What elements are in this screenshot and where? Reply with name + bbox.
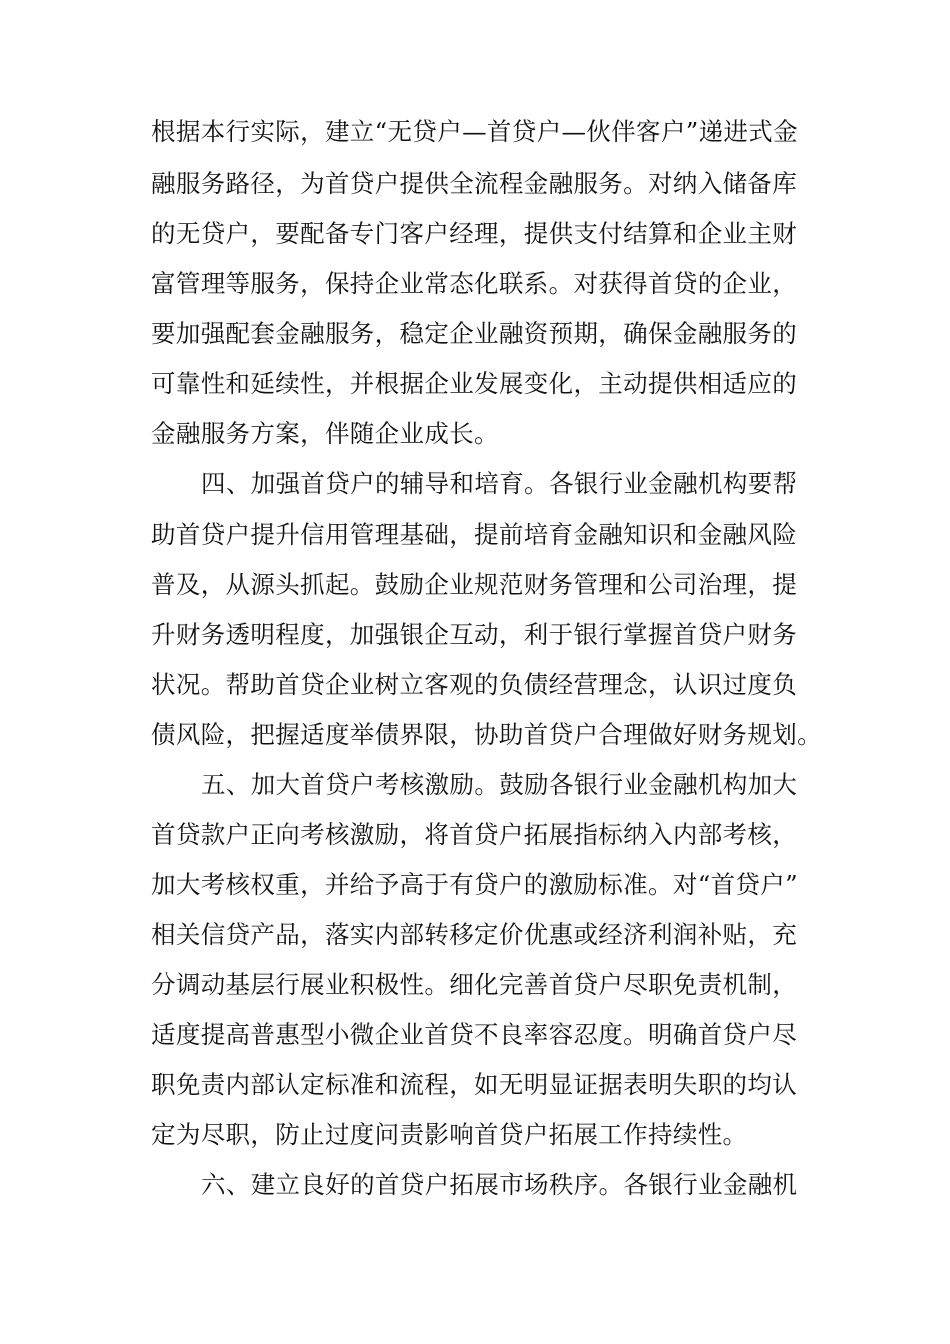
text-line: 适度提高普惠型小微企业首贷不良率容忍度。明确首贷户尽 — [151, 1020, 798, 1049]
text-line: 状况。帮助首贷企业树立客观的负债经营理念，认识过度负 — [151, 670, 798, 699]
text-line: 首贷款户正向考核激励，将首贷户拓展指标纳入内部考核， — [151, 820, 798, 849]
section-six-heading-line: 六、建立良好的首贷户拓展市场秩序。各银行业金融机 — [201, 1170, 798, 1199]
text-line: 升财务透明程度，加强银企互动，利于银行掌握首贷户财务 — [151, 620, 798, 649]
text-line: 分调动基层行展业积极性。细化完善首贷户尽职免责机制， — [151, 970, 798, 999]
text-line: 普及，从源头抓起。鼓励企业规范财务管理和公司治理，提 — [151, 570, 798, 599]
text-line: 助首贷户提升信用管理基础，提前培育金融知识和金融风险 — [151, 520, 798, 549]
text-line: 要加强配套金融服务，稳定企业融资预期，确保金融服务的 — [151, 319, 798, 348]
section-four-heading-line: 四、加强首贷户的辅导和培育。各银行业金融机构要帮 — [201, 469, 798, 498]
text-line: 金融服务方案，伴随企业成长。 — [151, 419, 499, 448]
text-line: 定为尽职，防止过度问责影响首贷户拓展工作持续性。 — [151, 1120, 748, 1149]
text-line: 融服务路径，为首贷户提供全流程金融服务。对纳入储备库 — [151, 169, 798, 198]
text-line: 富管理等服务，保持企业常态化联系。对获得首贷的企业， — [151, 269, 798, 298]
text-line: 职免责内部认定标准和流程，如无明显证据表明失职的均认 — [151, 1070, 798, 1099]
text-line: 的无贷户，要配备专门客户经理，提供支付结算和企业主财 — [151, 219, 798, 248]
text-line: 可靠性和延续性，并根据企业发展变化，主动提供相适应的 — [151, 369, 798, 398]
text-line: 加大考核权重，并给予高于有贷户的激励标准。对“首贷户” — [151, 870, 798, 899]
section-five-heading-line: 五、加大首贷户考核激励。鼓励各银行业金融机构加大 — [201, 770, 798, 799]
text-line: 相关信贷产品，落实内部转移定价优惠或经济利润补贴，充 — [151, 920, 798, 949]
text-line: 根据本行实际，建立“无贷户—首贷户—伙伴客户”递进式金 — [151, 117, 798, 146]
text-line: 债风险，把握适度举债界限，协助首贷户合理做好财务规划。 — [151, 720, 822, 749]
